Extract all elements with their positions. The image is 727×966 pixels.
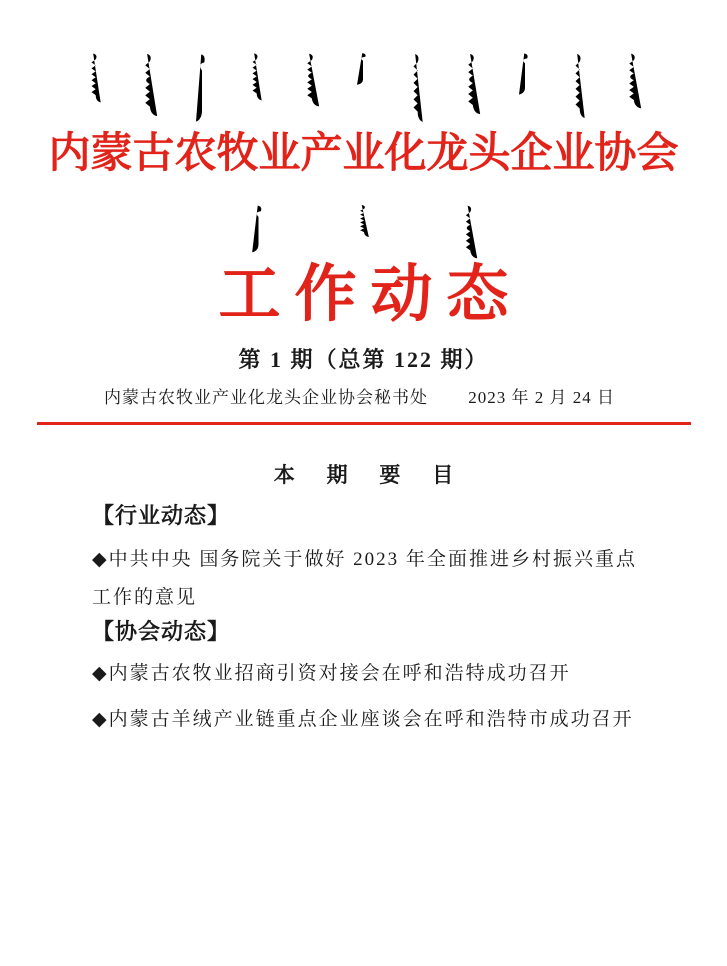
section-title-industry: 【行业动态】 (92, 503, 231, 528)
toc-section-association (92, 617, 637, 739)
toc-heading: 本 期 要 目 (273, 464, 467, 487)
mongolian-word-icon (354, 52, 372, 86)
publish-date: 2023 年 2 月 24 日 (468, 388, 615, 407)
mongolian-script-row-middle (249, 204, 479, 260)
mongolian-word-icon (621, 52, 643, 110)
toc-section-industry (92, 501, 637, 617)
issue-number: 第 1 期（总第 122 期） (238, 347, 489, 372)
mongolian-script-row-top (84, 52, 644, 126)
publisher-row (0, 386, 727, 410)
toc-item: ◆中共中央 国务院关于做好 2023 年全面推进乡村振兴重点工作的意见 (92, 549, 637, 608)
toc-item: ◆内蒙古农牧业招商引资对接会在呼和浩特成功召开 (92, 663, 571, 684)
red-divider-rule (37, 422, 691, 425)
mongolian-word-icon (193, 52, 211, 124)
mongolian-word-icon (568, 52, 588, 120)
mongolian-word-icon (353, 204, 372, 238)
mongolian-word-icon (245, 52, 265, 102)
mongolian-word-icon (406, 52, 426, 124)
mongolian-word-icon (516, 52, 534, 96)
section-title-association: 【协会动态】 (92, 619, 231, 644)
toc-item: ◆内蒙古羊绒产业链重点企业座谈会在呼和浩特市成功召开 (92, 709, 634, 730)
bulletin-title: 工作动态 (218, 261, 523, 329)
mongolian-word-icon (84, 52, 104, 104)
mongolian-word-icon (458, 204, 479, 260)
mongolian-word-icon (460, 52, 482, 116)
mongolian-word-icon (299, 52, 321, 108)
mongolian-word-icon (249, 204, 268, 254)
organization-title: 内蒙古农牧业产业化龙头企业协会 (48, 131, 679, 177)
publisher-name: 内蒙古农牧业产业化龙头企业协会秘书处 (104, 388, 428, 407)
mongolian-word-icon (137, 52, 159, 118)
toc-body (0, 501, 727, 739)
